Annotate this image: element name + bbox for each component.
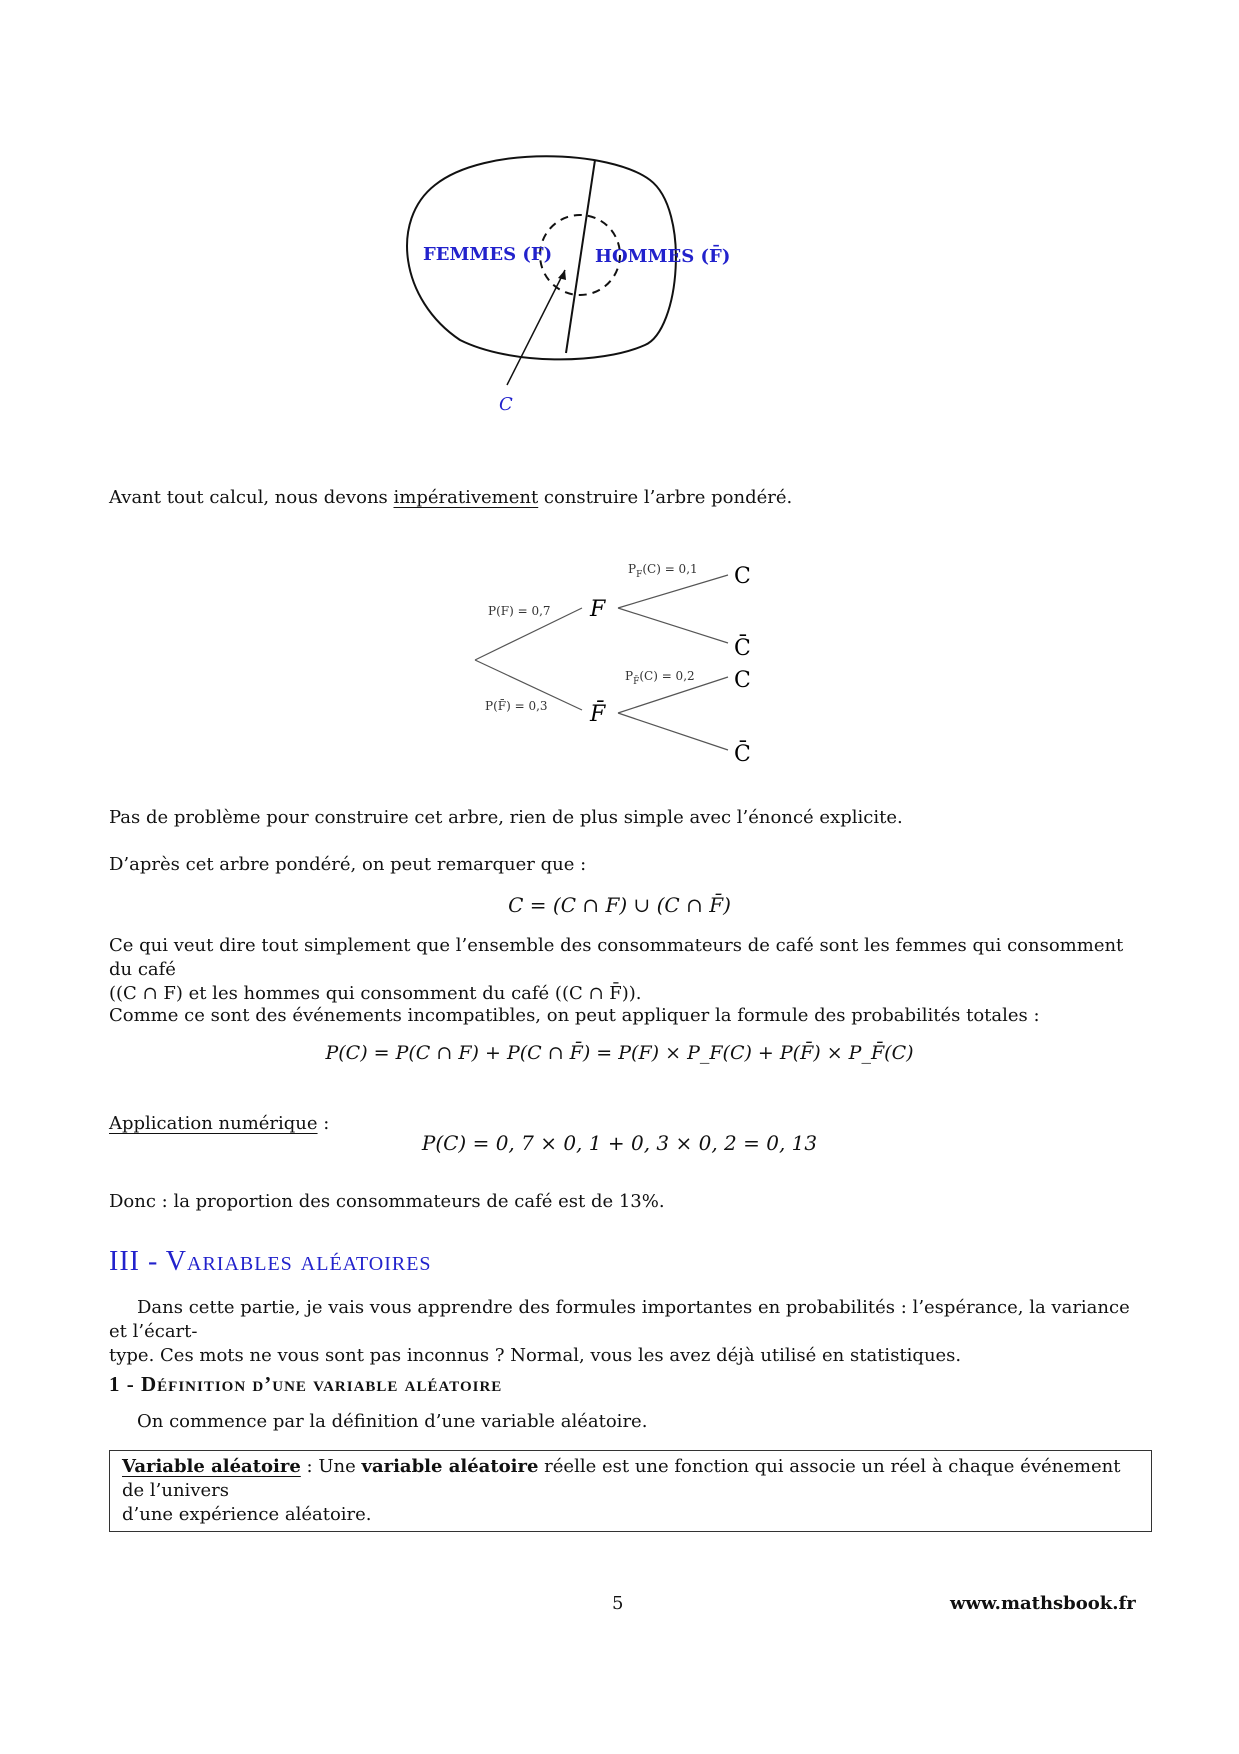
probability-tree bbox=[470, 555, 770, 770]
text-segment: Avant tout calcul, nous devons bbox=[109, 487, 394, 508]
branch-fbar-cbar bbox=[618, 713, 728, 750]
paragraph-incompatibles: Comme ce sont des événements incompatibles, on peut appliquer la formule des probabilités totales : bbox=[109, 1005, 1040, 1026]
text-line: ((C ∩ F) et les hommes qui consomment du café ((C ∩ F̄)). bbox=[109, 983, 642, 1004]
venn-left-label: FEMMES (F) bbox=[423, 244, 553, 265]
venn-right-label: HOMMES (F̄) bbox=[595, 246, 731, 267]
branch-f-c bbox=[618, 575, 728, 608]
label-pfbar-c: $P_{F̄}(C) = 0,2$ bbox=[625, 669, 695, 687]
node-f-c: C bbox=[734, 564, 751, 589]
page-number: 5 bbox=[612, 1593, 624, 1614]
node-f-cbar: C̄ bbox=[734, 636, 751, 661]
definition-term: Variable aléatoire bbox=[122, 1456, 301, 1477]
bold-term: variable aléatoire bbox=[361, 1456, 539, 1477]
label-pf: P(F) = 0,7 bbox=[488, 604, 551, 618]
node-fbar-cbar: C̄ bbox=[734, 742, 751, 767]
label-pfbar: P(F̄) = 0,3 bbox=[485, 699, 548, 713]
footer-site: www.mathsbook.fr bbox=[950, 1593, 1136, 1614]
section-title: III - Variables aléatoires bbox=[109, 1246, 432, 1277]
definition-box bbox=[109, 1450, 1152, 1532]
equation-union: C = (C ∩ F) ∪ (C ∩ F̄) bbox=[508, 893, 731, 917]
branch-f-cbar bbox=[618, 608, 728, 643]
text-line: type. Ces mots ne vous sont pas inconnus ? Normal, vous les avez déjà utilisé en statistiques. bbox=[109, 1345, 962, 1366]
node-fbar: F̄ bbox=[590, 702, 606, 727]
venn-diagram bbox=[390, 150, 750, 430]
paragraph-remarque: D’après cet arbre pondéré, on peut remarquer que : bbox=[109, 854, 587, 875]
text-line: Ce qui veut dire tout simplement que l’ensemble des consommateurs de café sont les femmes qui consomment du café bbox=[109, 935, 1124, 980]
venn-divider-line bbox=[566, 160, 595, 353]
arrow-head-icon bbox=[558, 270, 566, 280]
subsection-intro: On commence par la définition d’une variable aléatoire. bbox=[137, 1411, 648, 1432]
underlined-word: impérativement bbox=[393, 487, 539, 508]
node-f: F bbox=[590, 597, 606, 622]
text-segment: : bbox=[317, 1113, 330, 1134]
venn-c-label: C bbox=[499, 394, 513, 415]
text-segment: : Une bbox=[300, 1456, 362, 1477]
text-line: Dans cette partie, je vais vous apprendre des formules importantes en probabilités : l’espérance, la variance et l’écart- bbox=[109, 1297, 1130, 1342]
equation-probabilites-totales: P(C) = P(C ∩ F) + P(C ∩ F̄) = P(F) × P_F(C) + P(F̄) × P_F̄(C) bbox=[325, 1042, 914, 1064]
paragraph-explication bbox=[109, 934, 1139, 1006]
node-fbar-c: C bbox=[734, 668, 751, 693]
equation-numerique: P(C) = 0, 7 × 0, 1 + 0, 3 × 0, 2 = 0, 13 bbox=[421, 1131, 818, 1155]
paragraph-probleme: Pas de problème pour construire cet arbre, rien de plus simple avec l’énoncé explicite. bbox=[109, 807, 903, 828]
text-segment: construire l’arbre pondéré. bbox=[538, 487, 793, 508]
underlined-word: Application numérique bbox=[109, 1113, 318, 1134]
paragraph-conclusion: Donc : la proportion des consommateurs de café est de 13%. bbox=[109, 1191, 665, 1212]
subsection-title: 1 - Définition d’une variable aléatoire bbox=[109, 1372, 503, 1396]
venn-c-pointer bbox=[507, 270, 565, 385]
definition-line: d’une expérience aléatoire. bbox=[122, 1504, 372, 1525]
definition-line bbox=[122, 1455, 1139, 1503]
text-segment: réelle est une fonction qui associe un réel à chaque événement de l’univers bbox=[122, 1456, 1121, 1501]
label-pf-c: $P_F(C) = 0,1$ bbox=[628, 562, 698, 580]
section-intro bbox=[109, 1296, 1139, 1368]
paragraph-arbre bbox=[109, 486, 792, 510]
